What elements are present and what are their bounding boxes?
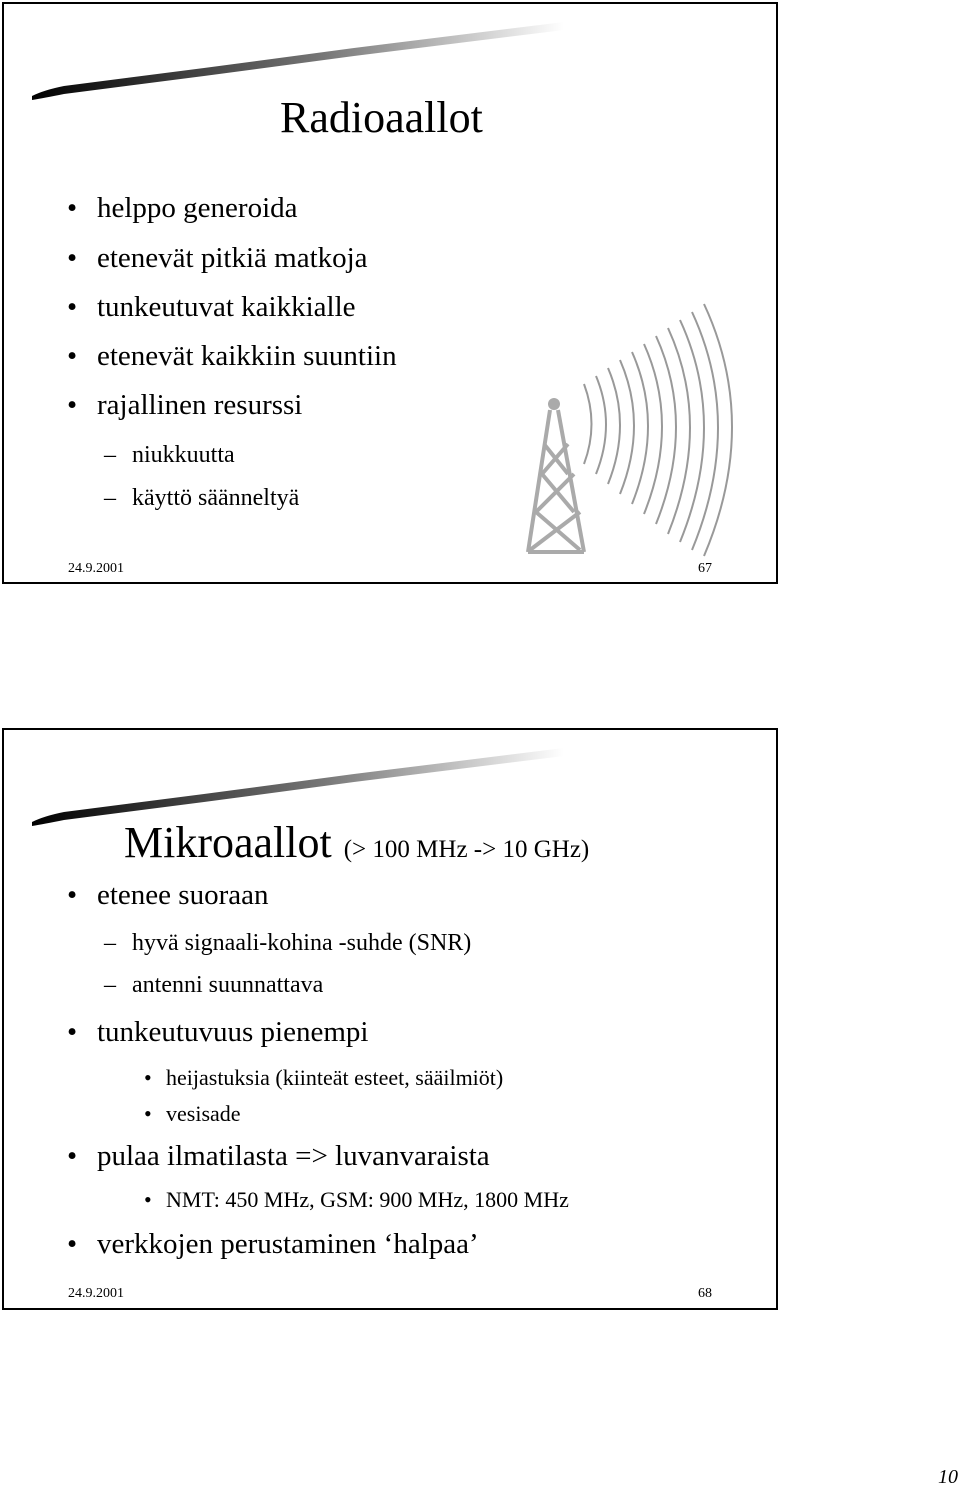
sub-bullet-item: – käyttö säänneltyä — [104, 485, 300, 511]
bullet-item: • tunkeutuvat kaikkialle — [67, 291, 356, 323]
bullet-item: • verkkojen perustaminen ‘halpaa’ — [67, 1228, 479, 1260]
slide-number: 68 — [698, 1286, 712, 1301]
slide-title — [124, 817, 589, 868]
sub-bullet-item: • vesisade — [144, 1101, 241, 1126]
slide-date: 24.9.2001 — [68, 1286, 124, 1301]
sub-bullet-item: • NMT: 450 MHz, GSM: 900 MHz, 1800 MHz — [144, 1187, 569, 1212]
bullet-item: • pulaa ilmatilasta => luvanvaraista — [67, 1140, 490, 1172]
sub-bullet-item: – niukkuutta — [104, 442, 235, 468]
bullet-item: • etenevät kaikkiin suuntiin — [67, 340, 397, 372]
bullet-item: • etenevät pitkiä matkoja — [67, 242, 368, 274]
page-number: 10 — [938, 1466, 958, 1488]
slide-subtitle: (> 100 MHz -> 10 GHz) — [343, 836, 590, 863]
slide-title: Radioaallot — [280, 93, 483, 142]
bullet-item: • etenee suoraan — [67, 879, 269, 911]
sub-bullet-item: – antenni suunnattava — [104, 972, 324, 998]
slide-number: 67 — [698, 561, 712, 576]
slide-title-text: Mikroaallot — [124, 818, 332, 867]
slide-date: 24.9.2001 — [68, 561, 124, 576]
sub-bullet-item: • heijastuksia (kiinteät esteet, sääilmiöt) — [144, 1065, 504, 1090]
swoosh-decoration — [4, 4, 564, 104]
sub-bullet-item: – hyvä signaali-kohina -suhde (SNR) — [104, 930, 472, 956]
bullet-item: • helppo generoida — [67, 192, 298, 224]
bullet-item: • rajallinen resurssi — [67, 389, 303, 421]
bullet-item: • tunkeutuvuus pienempi — [67, 1016, 369, 1048]
radio-tower-icon — [504, 284, 774, 564]
swoosh-decoration — [4, 730, 564, 830]
